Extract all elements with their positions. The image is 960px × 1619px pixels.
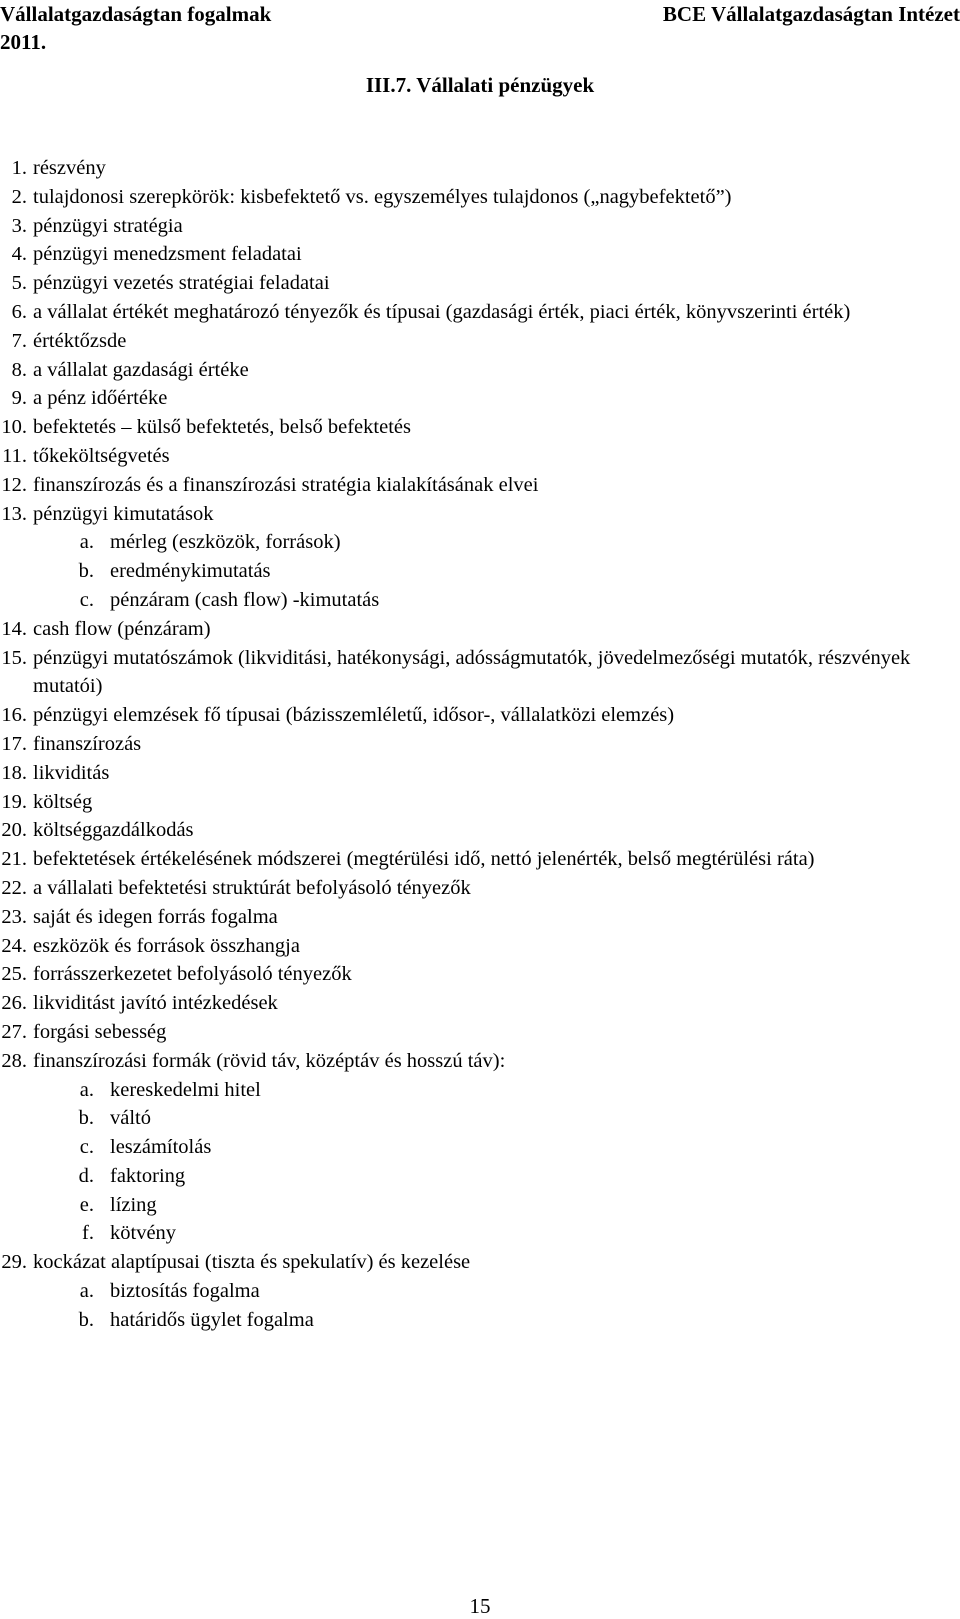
item-number: 20. — [1, 819, 27, 842]
list-item — [0, 1018, 940, 1047]
list-item — [0, 269, 940, 298]
item-number: a. — [79, 531, 94, 554]
item-text: pénzügyi menedzsment feladatai — [33, 243, 302, 266]
item-number: d. — [78, 1164, 94, 1187]
item-text: befektetés – külső befektetés, belső befektetés — [33, 416, 411, 439]
item-text: eredménykimutatás — [110, 560, 271, 583]
item-number: 27. — [1, 1020, 27, 1043]
section-title: III.7. Vállalati pénzügyek — [365, 73, 595, 97]
item-text: a vállalati befektetési struktúrát befolyásoló tényezők — [33, 876, 471, 899]
sub-list-item — [0, 557, 940, 586]
sub-list-item — [0, 1306, 940, 1335]
item-text: határidős ügylet fogalma — [110, 1308, 314, 1331]
sub-list-item — [0, 1162, 940, 1191]
item-number: 1. — [11, 157, 27, 179]
sub-list-item — [0, 1191, 940, 1220]
item-text: lízing — [110, 1193, 157, 1216]
sub-list-item — [0, 1104, 940, 1133]
list-item — [0, 701, 940, 730]
list-item — [0, 874, 940, 903]
item-number: 2. — [11, 185, 27, 208]
item-text: váltó — [110, 1107, 151, 1130]
item-number: 23. — [1, 905, 27, 928]
item-number: 28. — [1, 1049, 27, 1072]
list-item — [0, 413, 940, 442]
sub-list-item — [0, 1277, 940, 1306]
item-text: forrásszerkezetet befolyásoló tényezők — [33, 963, 352, 986]
item-number: 4. — [11, 243, 27, 266]
list-item — [0, 816, 940, 845]
sub-list-item — [0, 1076, 940, 1105]
item-number: 24. — [1, 934, 27, 957]
item-number: b. — [78, 1107, 94, 1130]
item-text: finanszírozás és a finanszírozási stratégia kialakításának elvei — [33, 473, 539, 496]
item-number: 7. — [11, 329, 27, 352]
item-number: 5. — [11, 272, 27, 295]
item-number: 14. — [1, 617, 27, 640]
item-text: likviditást javító intézkedések — [33, 992, 278, 1015]
list-item — [0, 644, 940, 702]
item-text: finanszírozás — [33, 732, 142, 755]
item-number: c. — [79, 588, 94, 611]
list-item — [0, 1047, 940, 1076]
sub-list-item — [0, 528, 940, 557]
item-text: kötvény — [110, 1222, 177, 1245]
item-number: 13. — [1, 502, 27, 525]
list-item — [0, 788, 940, 817]
item-text: kereskedelmi hitel — [110, 1078, 261, 1101]
item-number: c. — [79, 1136, 94, 1159]
item-number: 29. — [1, 1251, 27, 1274]
item-text: befektetések értékelésének módszerei (megtérülési idő, nettó jelenérték, belső megtérülési ráta) — [33, 848, 815, 871]
item-text: pénzügyi vezetés stratégiai feladatai — [33, 272, 330, 295]
list-item — [0, 298, 940, 327]
item-number: 3. — [11, 214, 27, 237]
item-number: 11. — [2, 444, 27, 467]
sub-list-item — [0, 1219, 940, 1248]
header-year: 2011. — [0, 30, 47, 54]
list-item — [0, 500, 940, 529]
page-number: 15 — [469, 1594, 491, 1618]
topic-list — [0, 154, 940, 1335]
item-number: 9. — [11, 387, 27, 410]
item-text: pénzáram (cash flow) -kimutatás — [110, 588, 380, 611]
item-text: pénzügyi mutatószámok (likviditási, hatékonysági, adósságmutatók, jövedelmezőségi mutatók, részvények mutatói) — [33, 646, 911, 698]
item-number: 21. — [1, 848, 27, 871]
item-text: értéktőzsde — [33, 329, 127, 352]
item-text: pénzügyi elemzések fő típusai (bázisszemléletű, idősor-, vállalatközi elemzés) — [33, 704, 675, 727]
item-text: költség — [33, 790, 93, 813]
list-item — [0, 327, 940, 356]
list-item — [0, 384, 940, 413]
list-item — [0, 1248, 940, 1277]
header-right: BCE Vállalatgazdaságtan Intézet — [662, 2, 960, 26]
item-text: részvény — [33, 157, 106, 179]
item-number: a. — [79, 1280, 94, 1303]
item-number: 10. — [1, 416, 27, 439]
item-text: faktoring — [110, 1164, 186, 1187]
item-number: 19. — [1, 790, 27, 813]
item-number: 25. — [1, 963, 27, 986]
item-text: költséggazdálkodás — [33, 819, 194, 842]
list-item — [0, 759, 940, 788]
item-number: a. — [79, 1078, 94, 1101]
item-number: 18. — [1, 761, 27, 784]
item-number: 26. — [1, 992, 27, 1015]
list-item — [0, 212, 940, 241]
item-text: a vállalat értékét meghatározó tényezők és típusai (gazdasági érték, piaci érték, könyvszerinti érték) — [33, 300, 851, 323]
list-item — [0, 845, 940, 874]
item-text: saját és idegen forrás fogalma — [33, 905, 278, 928]
list-item — [0, 932, 940, 961]
list-item — [0, 989, 940, 1018]
item-number: f. — [82, 1222, 94, 1245]
list-item — [0, 960, 940, 989]
item-number: 17. — [1, 732, 27, 755]
item-number: b. — [78, 1308, 94, 1331]
item-number: 8. — [11, 358, 27, 381]
item-text: kockázat alaptípusai (tiszta és spekulatív) és kezelése — [33, 1251, 471, 1274]
item-text: pénzügyi kimutatások — [33, 502, 214, 525]
list-item — [0, 615, 940, 644]
item-text: pénzügyi stratégia — [33, 214, 183, 237]
item-number: 16. — [1, 704, 27, 727]
list-item — [0, 442, 940, 471]
item-number: 12. — [1, 473, 27, 496]
sub-list-item — [0, 1133, 940, 1162]
list-item — [0, 903, 940, 932]
item-text: mérleg (eszközök, források) — [110, 531, 341, 554]
list-item — [0, 356, 940, 385]
list-item — [0, 471, 940, 500]
list-item — [0, 240, 940, 269]
item-text: tulajdonosi szerepkörök: kisbefektető vs. egyszemélyes tulajdonos („nagybefektető”) — [33, 185, 732, 208]
item-number: 22. — [1, 876, 27, 899]
item-number: e. — [79, 1193, 94, 1216]
item-number: b. — [78, 560, 94, 583]
item-text: eszközök és források összhangja — [33, 934, 300, 957]
list-item — [0, 154, 940, 183]
item-number: 6. — [11, 300, 27, 323]
item-number: 15. — [1, 646, 27, 669]
sub-list-item — [0, 586, 940, 615]
item-text: likviditás — [33, 761, 110, 784]
item-text: leszámítolás — [110, 1136, 212, 1159]
item-text: biztosítás fogalma — [110, 1280, 260, 1303]
list-item — [0, 730, 940, 759]
item-text: a vállalat gazdasági értéke — [33, 358, 249, 381]
list-item — [0, 183, 940, 212]
item-text: cash flow (pénzáram) — [33, 617, 211, 640]
header-left: Vállalatgazdaságtan fogalmak — [0, 2, 272, 26]
item-text: forgási sebesség — [33, 1020, 167, 1043]
item-text: finanszírozási formák (rövid táv, középtáv és hosszú táv): — [33, 1049, 506, 1072]
item-text: a pénz időértéke — [33, 387, 168, 410]
item-text: tőkeköltségvetés — [33, 444, 170, 467]
